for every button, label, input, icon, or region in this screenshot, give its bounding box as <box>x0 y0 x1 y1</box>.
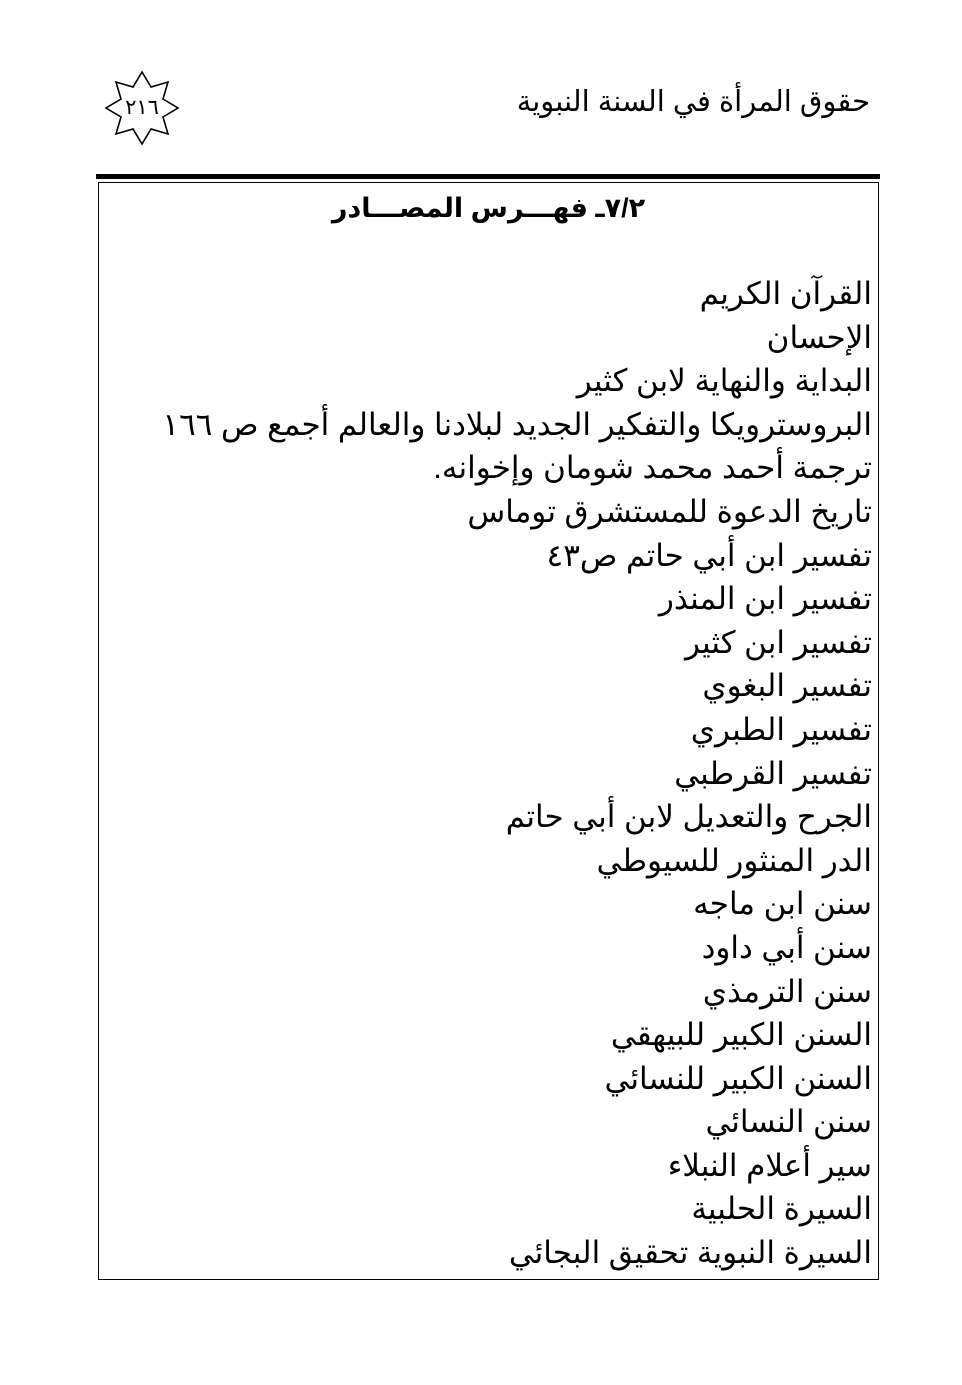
section-heading: ٧/٢ـ فهـــرس المصـــادر <box>331 193 646 223</box>
source-entry: السيرة النبوية تحقيق البجائي <box>508 1235 872 1271</box>
source-entry: تفسير ابن أبي حاتم ص٤٣ <box>546 537 872 573</box>
source-entry: تفسير ابن المنذر <box>658 581 872 617</box>
source-entry: البروسترويكا والتفكير الجديد لبلادنا والعالم أجمع ص ١٦٦ <box>162 406 872 442</box>
source-entry: سنن ابن ماجه <box>693 886 872 922</box>
source-entry: سنن أبي داود <box>701 929 872 965</box>
source-entry: الإحسان <box>766 319 872 355</box>
running-header-title: حقوق المرأة في السنة النبوية <box>516 86 870 118</box>
source-entry: القرآن الكريم <box>699 276 872 311</box>
source-entry: ترجمة أحمد محمد شومان وإخوانه. <box>433 450 872 486</box>
source-entry: تفسير الطبري <box>690 711 872 747</box>
source-entry: تفسير ابن كثير <box>684 624 872 660</box>
source-entry: الدر المنثور للسيوطي <box>596 842 872 878</box>
source-entry: السيرة الحلبية <box>691 1191 872 1227</box>
header-rule <box>96 174 880 179</box>
source-entry: سنن الترمذي <box>702 973 872 1009</box>
source-entry: تاريخ الدعوة للمستشرق توماس <box>467 493 872 529</box>
page-number-badge <box>104 70 180 146</box>
source-entry: السنن الكبير للنسائي <box>604 1060 872 1096</box>
source-entry: البداية والنهاية لابن كثير <box>576 363 872 399</box>
source-entry: السنن الكبير للبيهقي <box>610 1017 872 1053</box>
sources-list <box>152 272 872 1275</box>
page-number: ٢١٦ <box>125 96 159 119</box>
source-entry: تفسير القرطبي <box>674 755 872 791</box>
source-entry: تفسير البغوي <box>702 668 872 704</box>
source-entry: سير أعلام النبلاء <box>667 1147 872 1183</box>
source-entry: الجرح والتعديل لابن أبي حاتم <box>505 799 872 835</box>
source-entry: سنن النسائي <box>705 1104 872 1140</box>
